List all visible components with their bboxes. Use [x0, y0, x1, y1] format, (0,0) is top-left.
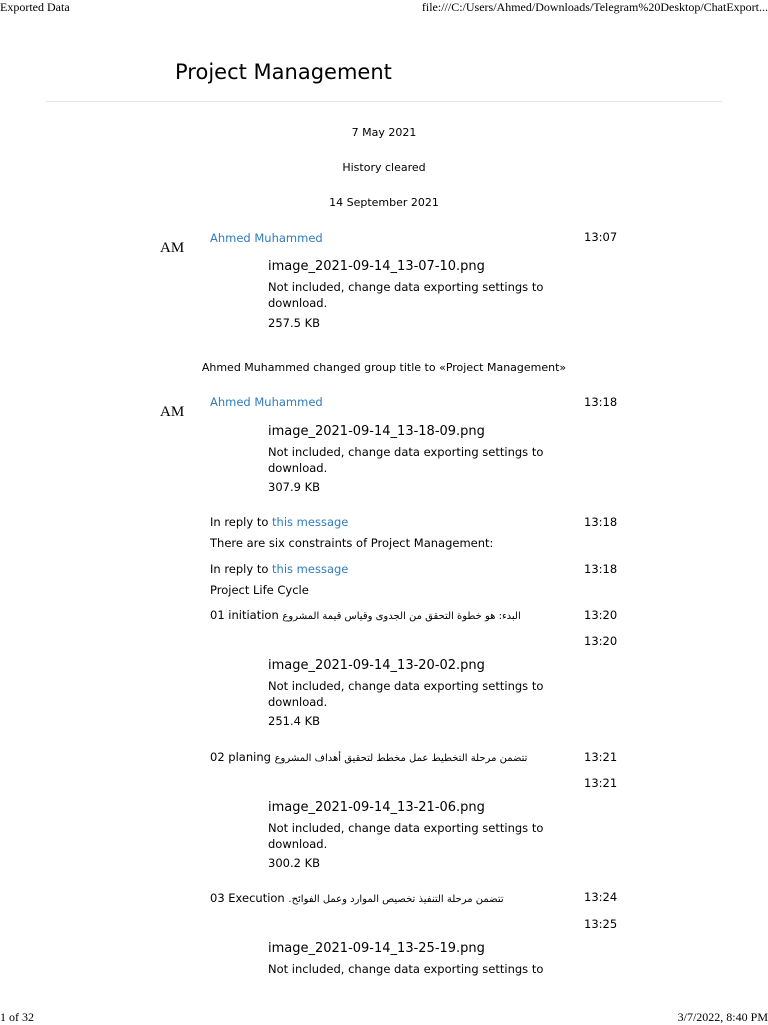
message-time: 13:18	[584, 515, 618, 529]
message-text-arabic: البدء: هو خطوة التحقق من الجدوى وقياس قيمة المشروع	[282, 611, 521, 622]
print-header-url: file:///C:/Users/Ahmed/Downloads/Telegram%20Desktop/ChatExport...	[421, 0, 768, 14]
attachment-size: 251.4 KB	[268, 714, 321, 728]
avatar: AM	[160, 240, 185, 256]
chat-title: Project Management	[175, 60, 392, 84]
attachment-file-name: image_2021-09-14_13-20-02.png	[268, 658, 485, 673]
attachment-size: 300.2 KB	[268, 856, 321, 870]
message-time: 13:25	[584, 917, 618, 931]
message-text-english: 03 Execution	[210, 891, 285, 905]
attachment-status: Not included, change data exporting settings to download.	[268, 821, 544, 851]
print-footer-datetime: 3/7/2022, 8:40 PM	[677, 1010, 768, 1024]
message-text	[210, 750, 527, 764]
attachment-status: Not included, change data exporting settings to download.	[268, 445, 544, 475]
message-text	[210, 608, 521, 622]
service-message-history-cleared: History cleared	[342, 161, 426, 174]
message-text-arabic: تتضمن مرحلة التخطيط عمل مخطط لتحقيق أهداف المشروع	[274, 753, 528, 764]
attachment-status: Not included, change data exporting settings to download.	[268, 280, 544, 310]
sender-name[interactable]: Ahmed Muhammed	[210, 395, 323, 409]
print-header-title: Exported Data	[0, 0, 70, 14]
avatar: AM	[160, 404, 185, 420]
message-text: There are six constraints of Project Management:	[210, 536, 494, 550]
reply-prefix: In reply to	[210, 562, 269, 576]
message-time: 13:21	[584, 750, 618, 764]
message-text-english: 01 initiation	[210, 608, 279, 622]
attachment-file-name: image_2021-09-14_13-18-09.png	[268, 424, 485, 439]
reply-prefix: In reply to	[210, 515, 269, 529]
message-time: 13:07	[584, 230, 618, 244]
attachment-file-name: image_2021-09-14_13-07-10.png	[268, 259, 485, 274]
date-separator: 14 September 2021	[329, 196, 439, 209]
message-time: 13:18	[584, 562, 618, 576]
reply-header	[210, 515, 348, 529]
message-text: Project Life Cycle	[210, 583, 309, 597]
message-text-english: 02 planing	[210, 750, 271, 764]
message-time: 13:24	[584, 890, 618, 904]
reply-link[interactable]: this message	[272, 562, 349, 576]
message-text	[210, 891, 504, 905]
attachment-file-name: image_2021-09-14_13-21-06.png	[268, 800, 485, 815]
sender-name[interactable]: Ahmed Muhammed	[210, 231, 323, 245]
message-time: 13:18	[584, 395, 618, 409]
message-text-arabic: تتضمن مرحلة التنفيذ تخصيص الموارد وعمل الفوائح.	[288, 894, 504, 905]
date-separator: 7 May 2021	[351, 126, 417, 139]
message-time: 13:20	[584, 634, 618, 648]
message-time: 13:21	[584, 776, 618, 790]
attachment-size: 257.5 KB	[268, 316, 321, 330]
title-divider	[46, 101, 722, 102]
reply-header	[210, 562, 348, 576]
service-message-title-changed: Ahmed Muhammed changed group title to «Project Management»	[201, 361, 567, 374]
print-footer-page-counter: 1 of 32	[0, 1010, 34, 1024]
attachment-file-name: image_2021-09-14_13-25-19.png	[268, 941, 485, 956]
attachment-size: 307.9 KB	[268, 480, 321, 494]
attachment-status: Not included, change data exporting settings to	[268, 962, 544, 976]
message-time: 13:20	[584, 608, 618, 622]
attachment-status: Not included, change data exporting settings to download.	[268, 679, 544, 709]
reply-link[interactable]: this message	[272, 515, 349, 529]
